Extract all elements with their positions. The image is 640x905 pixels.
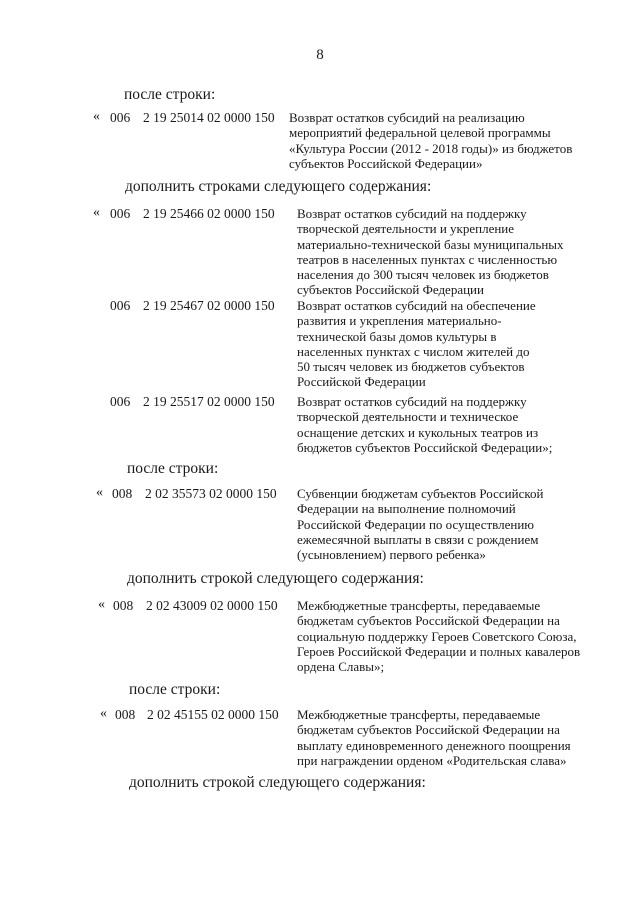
description-line: Федерации на выполнение полномочий xyxy=(297,501,516,517)
description-line: технической базы домов культуры в xyxy=(297,328,497,344)
section-heading: после строки: xyxy=(124,86,216,103)
description-line: субъектов Российской Федерации xyxy=(297,282,484,298)
description-line: Возврат остатков субсидий на реализацию xyxy=(289,110,525,125)
budget-code: 2 02 43009 02 0000 150 xyxy=(146,598,278,613)
description-line: выплату единовременного денежного поощрения xyxy=(297,737,571,753)
description-line: при награждении орденом «Родительская слава» xyxy=(297,752,567,768)
description-line: театров в населенных пунктах с численностью xyxy=(297,251,558,267)
budget-code: 2 19 25517 02 0000 150 xyxy=(143,394,275,409)
description-line: населения до 300 тысяч человек из бюджетов xyxy=(297,267,549,283)
budget-code: 2 02 35573 02 0000 150 xyxy=(145,486,277,501)
budget-code: 2 19 25466 02 0000 150 xyxy=(143,206,275,221)
description-line: Возврат остатков субсидий на поддержку xyxy=(297,206,527,221)
description-line: социальную поддержку Героев Советского Союза, xyxy=(297,628,577,644)
description-line: бюджетам субъектов Российской Федерации на xyxy=(297,722,560,738)
description-line: Межбюджетные трансферты, передаваемые xyxy=(297,707,541,722)
description xyxy=(297,598,580,674)
description-line: материально-технической базы муниципальных xyxy=(297,236,564,252)
section-heading: дополнить строкой следующего содержания: xyxy=(129,774,426,791)
admin-code: 006 xyxy=(110,298,131,313)
description-line: творческой деятельности и техническое xyxy=(297,409,519,425)
quote-mark: « xyxy=(96,485,103,500)
description-line: Российской Федерации по осуществлению xyxy=(297,516,534,532)
description-line: населенных пунктах с числом жителей до xyxy=(297,343,530,359)
description-line: Героев Российской Федерации и полных кавалеров xyxy=(297,643,581,659)
description-line: «Культура России (2012 - 2018 годы)» из бюджетов xyxy=(289,140,573,156)
description-line: ордена Славы»; xyxy=(297,659,385,675)
section-heading: после строки: xyxy=(127,460,219,477)
admin-code: 008 xyxy=(112,486,133,501)
description xyxy=(289,110,572,171)
description-line: творческой деятельности и укрепление xyxy=(297,221,515,237)
description-line: развития и укрепления материально- xyxy=(297,313,502,329)
section-heading: после строки: xyxy=(129,681,221,698)
quote-mark: « xyxy=(93,109,100,124)
description-line: Российской Федерации xyxy=(297,374,426,390)
description-line: (усыновлением) первого ребенка» xyxy=(297,547,486,563)
description-line: Субвенции бюджетам субъектов Российской xyxy=(297,486,544,501)
section-heading: дополнить строками следующего содержания: xyxy=(125,178,432,195)
description-line: субъектов Российской Федерации» xyxy=(289,155,483,171)
description xyxy=(297,707,571,768)
admin-code: 008 xyxy=(113,598,134,613)
description-line: бюджетам субъектов Российской Федерации на xyxy=(297,613,560,629)
section-heading: дополнить строкой следующего содержания: xyxy=(127,570,424,587)
description-line: Возврат остатков субсидий на обеспечение xyxy=(297,298,536,313)
quote-mark: « xyxy=(93,205,100,220)
quote-mark: « xyxy=(98,597,105,612)
budget-code: 2 19 25467 02 0000 150 xyxy=(143,298,275,313)
description-line: оснащение детских и кукольных театров из xyxy=(297,424,539,440)
description-line: мероприятий федеральной целевой программы xyxy=(289,125,551,141)
description-line: 50 тысяч человек из бюджетов субъектов xyxy=(297,359,525,375)
description-line: Возврат остатков субсидий на поддержку xyxy=(297,394,527,409)
description xyxy=(297,394,552,455)
description-line: Межбюджетные трансферты, передаваемые xyxy=(297,598,541,613)
description-line: ежемесячной выплаты в связи с рождением xyxy=(297,531,539,547)
description xyxy=(297,298,536,390)
admin-code: 006 xyxy=(110,394,131,409)
page-number: 8 xyxy=(316,47,324,63)
budget-code: 2 19 25014 02 0000 150 xyxy=(143,110,275,125)
description xyxy=(297,206,564,298)
description xyxy=(297,486,543,562)
description-line: бюджетов субъектов Российской Федерации»; xyxy=(297,439,553,455)
budget-code: 2 02 45155 02 0000 150 xyxy=(147,707,279,722)
admin-code: 006 xyxy=(110,110,131,125)
quote-mark: « xyxy=(100,706,107,721)
admin-code: 008 xyxy=(115,707,136,722)
admin-code: 006 xyxy=(110,206,131,221)
